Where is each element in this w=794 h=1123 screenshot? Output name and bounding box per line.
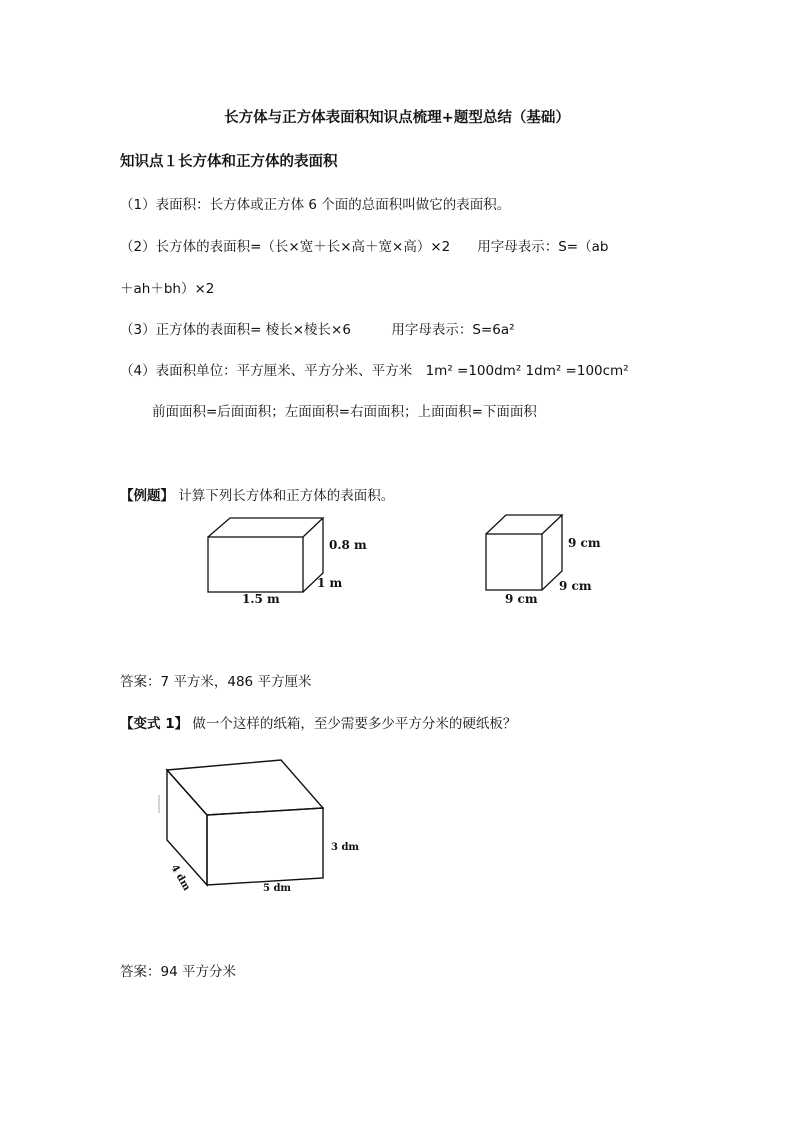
variant-answer: 答案：94 平方分米: [120, 964, 236, 980]
example-tag: 【例题】: [120, 488, 174, 504]
cube-top-face: [486, 515, 562, 534]
cuboid-width-label: 1 m: [317, 576, 343, 590]
box-top-face: [167, 760, 323, 815]
box-length-label: 5 dm: [263, 883, 292, 894]
cube-figure: [470, 505, 610, 610]
cuboid-front-face: [208, 537, 303, 592]
cuboid-height-label: 0.8 m: [329, 538, 367, 552]
knowledge-item-2: （2）长方体的表面积=（长×宽＋长×高＋宽×高）×2 用字母表示：S=（ab: [120, 239, 609, 255]
cube-width-label: 9 cm: [559, 579, 592, 593]
variant-tag: 【变式 1】: [120, 716, 189, 732]
page-title: 长方体与正方体表面积知识点梳理+题型总结（基础）: [224, 110, 570, 126]
cuboid-top-face: [208, 518, 323, 537]
knowledge-item-4: （4）表面积单位：平方厘米、平方分米、平方米 1m² =100dm² 1dm² =100cm²: [120, 363, 629, 379]
box-width-label: 4 dm: [168, 863, 192, 893]
example-answer: 答案：7 平方米，486 平方厘米: [120, 674, 312, 690]
knowledge-item-1: （1）表面积：长方体或正方体 6 个面的总面积叫做它的表面积。: [120, 197, 511, 213]
knowledge-item-2-continued: ＋ah＋bh）×2: [120, 281, 215, 297]
cube-front-face: [486, 534, 542, 590]
box-front-face: [207, 808, 323, 885]
cube-length-label: 9 cm: [505, 592, 538, 606]
knowledge-item-3: （3）正方体的表面积= 棱长×棱长×6 用字母表示：S=6a²: [120, 322, 515, 338]
cube-height-label: 9 cm: [568, 536, 601, 550]
box-figure: [155, 755, 375, 900]
variant-text: 做一个这样的纸箱，至少需要多少平方分米的硬纸板？: [192, 716, 517, 732]
example-text: 计算下列长方体和正方体的表面积。: [178, 488, 395, 504]
example-prompt: [120, 484, 394, 504]
cuboid-length-label: 1.5 m: [242, 592, 280, 606]
face-equality-note: 前面面积=后面面积；左面面积=右面面积；上面面积=下面面积: [152, 404, 537, 420]
box-height-label: 3 dm: [331, 842, 360, 853]
cuboid-figure: [190, 505, 390, 615]
variant-prompt: [120, 712, 516, 732]
section-heading: 知识点１长方体和正方体的表面积: [120, 154, 338, 170]
